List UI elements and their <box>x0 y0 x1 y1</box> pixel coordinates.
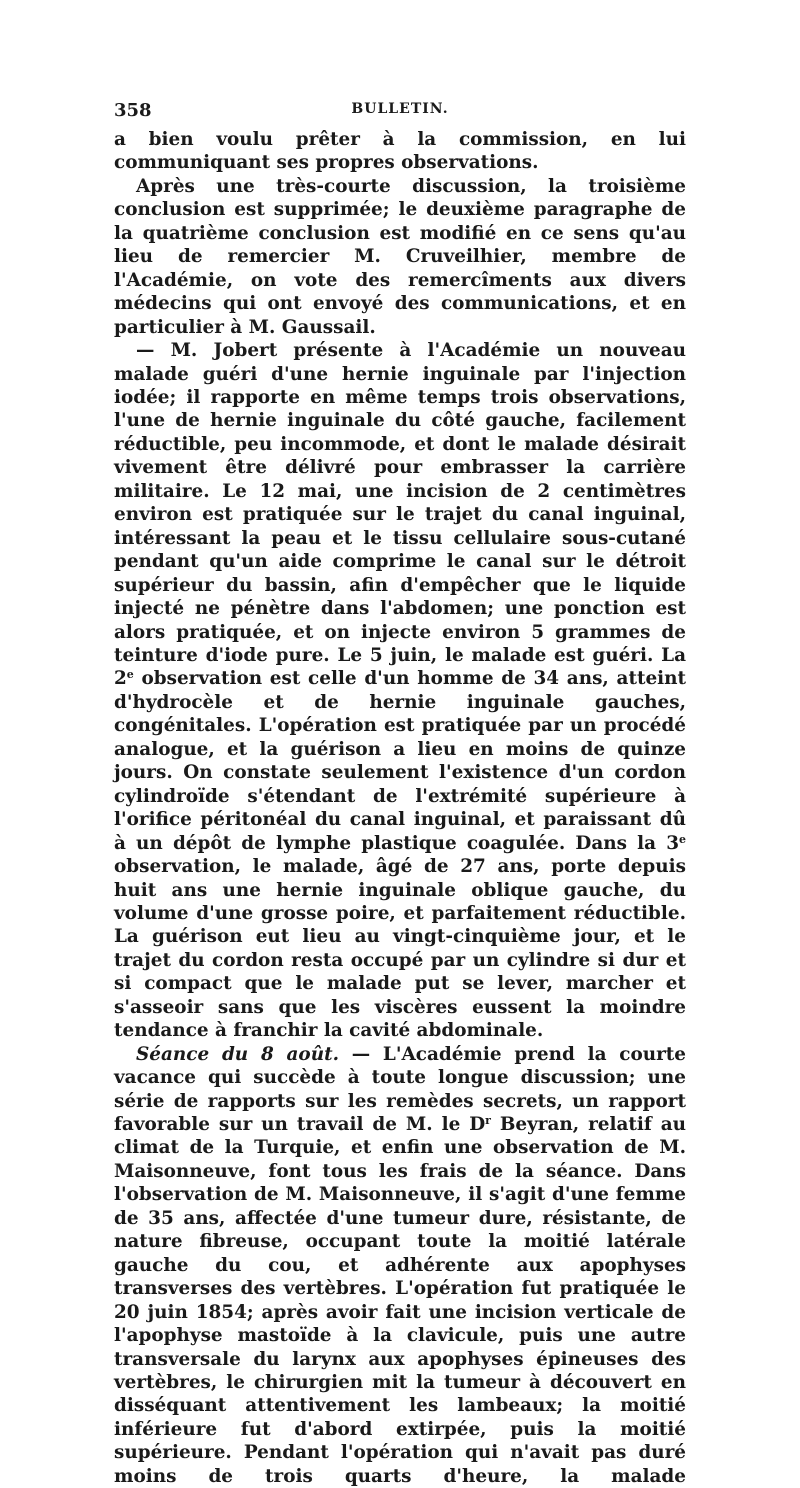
seance-text-part-2: Beyran, relatif au climat de la Turquie, et enfin une observation de M. Maisonneuve, font tous les frais de la séance. Dans l'observation de M. Maisonneuve, il s'agit d'une femme de 35 ans, affectée d'une tumeur dure, résistante, de nature fibreuse, occupant toute la moitié latérale gauche du cou, et adhérente aux apophyses transverses des vertèbres. L'opération fut pratiquée le 20 juin 1854; après avoir fait une incision verticale de l'apophyse mastoïde à la clavicule, puis une autre transversale du larynx aux apophyses épineuses des vertèbres, le chirurgien mit la tumeur à découvert en disséquant attentivement les lambeaux; la moitié inférieure fut d'abord extirpée, puis la moitié supérieure. Pendant l'opération qui n'avait pas duré moins de trois quarts d'heure, la malade <box>114 1114 686 1487</box>
page-number: 358 <box>114 100 152 121</box>
paragraph-continuation: a bien voulu prêter à la commission, en lui communiquant ses propres observations. <box>114 129 686 174</box>
paragraph-seance <box>114 1043 686 1488</box>
seance-text-part-1: — L'Académie prend la courte vacance qui succède à toute longue discussion; une série de rapports sur les remèdes secrets, un rapport favorable sur un travail de M. le D <box>114 1043 687 1136</box>
jobert-text-part-3: observation, le malade, âgé de 27 ans, porte depuis huit ans une hernie inguinale oblique gauche, du volume d'une grosse poire, et parfaitement réductible. La guérison eut lieu au vingt-cinquième jour, et le trajet du cordon resta occupé par un cylindre si dur et si compact que le malade put se lever, marcher et s'asseoir sans que les viscères eussent la moindre tendance à franchir la cavité abdominale. <box>114 856 686 1042</box>
session-date: Séance du 8 août. <box>136 1043 339 1065</box>
paragraph-jobert <box>114 339 686 1043</box>
book-page <box>114 100 686 1488</box>
page-header <box>114 100 686 126</box>
jobert-text-part-1: — M. Jobert présente à l'Académie un nouveau malade guéri d'une hernie inguinale par l'injection iodée; il rapporte en même temps trois observations, l'une de hernie inguinale du côté gauche, facilement réductible, peu incommode, et dont le malade désirait vivement être délivré pour embrasser la carrière militaire. Le 12 mai, une incision de 2 centimètres environ est pratiquée sur le trajet du canal inguinal, intéressant la peau et le tissu cellulaire sous-cutané pendant qu'un aide comprime le canal sur le détroit supérieur du bassin, afin d'empêcher que le liquide injecté ne pénètre dans l'abdomen; une ponction est alors pratiquée, et on injecte environ 5 grammes de teinture d'iode pure. Le 5 juin, le malade est guéri. La 2 <box>114 340 686 690</box>
superscript-ordinal: e <box>126 668 134 682</box>
superscript-ordinal: e <box>679 832 686 846</box>
jobert-text-part-2: observation est celle d'un homme de 34 ans, atteint d'hydrocèle et de hernie inguinale gauches, congénitales. L'opération est pratiquée par un procédé analogue, et la guérison a lieu en moins de quinze jours. On constate seulement l'existence d'un cordon cylindroïde s'étendant de l'extrémité supérieure à l'orifice péritonéal du canal inguinal, et paraissant dû à un dépôt de lymphe plastique coagulée. Dans la 3 <box>114 668 686 854</box>
superscript-title: r <box>485 1114 491 1128</box>
paragraph-discussion: Après une très-courte discussion, la troisième conclusion est supprimée; le deuxième paragraphe de la quatrième conclusion est modifié en ce sens qu'au lieu de remercier M. Cruveilhier, membre de l'Académie, on vote des remercîments aux divers médecins qui ont envoyé des communications, et en particulier à M. Gaussail. <box>114 175 686 338</box>
body-text <box>114 128 686 1488</box>
running-title: BULLETIN. <box>351 101 449 117</box>
